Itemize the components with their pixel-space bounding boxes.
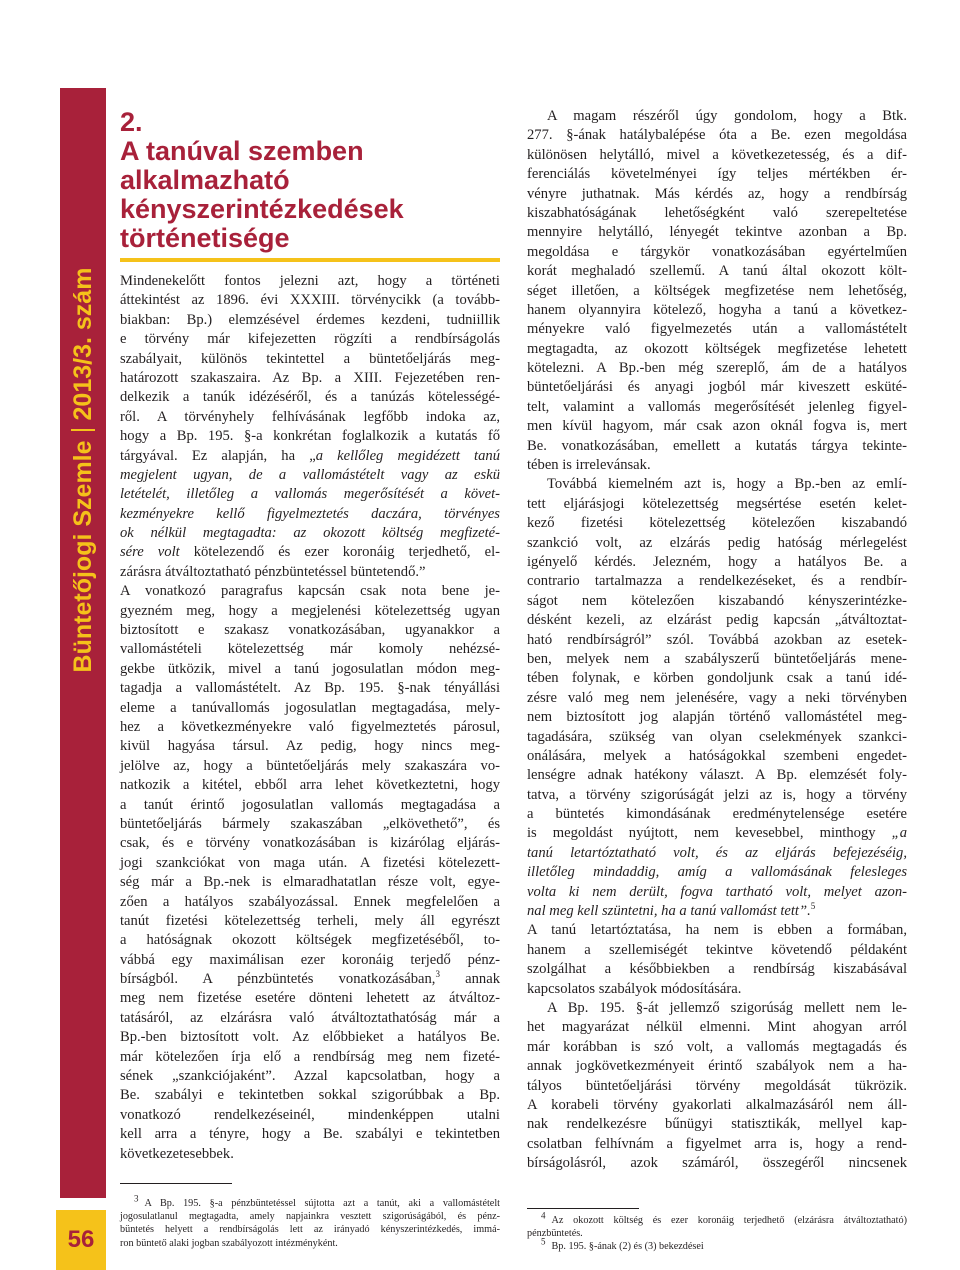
section-title-line: A tanúval szemben — [120, 136, 364, 166]
text-line: büntetőeljárási és anyagi jogból már kiveszett esküté- — [527, 379, 907, 396]
text-line: het magyarázat nélkül elmenni. Mint ahogyan arról — [527, 1019, 907, 1036]
text-line: tett eljárásjogi kötelezettség megsértése esetén kelet- — [527, 495, 907, 512]
text-line: zárásra átváltoztatható pénzbüntetéssel büntetendő.” — [120, 563, 426, 580]
text-line: csolatban felhívnám a figyelmet arra is, hogy a rend- — [527, 1135, 907, 1152]
text-line: men kívül hagyom, már csak azon oknál fogva is, mert — [527, 418, 907, 435]
text-line: contrario tartalmazza a rendelkezéseket, és a rendbír- — [527, 573, 907, 590]
sidebar — [0, 0, 106, 1270]
text-line: eleme a tanúvallomás jogosulatlan megtagadása, mely- — [120, 699, 500, 716]
text-segment: bírságból. A pénzbüntetés vonatkozásában, — [120, 971, 436, 988]
text-line: ok nélkül megtagadta: az okozott költség megfizeté- — [120, 525, 500, 542]
text-line: lenségre adnak hatékony választ. A Bp. elemzését foly- — [527, 767, 907, 784]
text-line: volta ki nem derült, fogva tartható volt, melyet azon- — [527, 883, 907, 900]
text-line: vényre juthatnak. Más kérdés az, hogy a rendbírság — [527, 185, 907, 202]
text-line: ményekre való figyelmezetés után a vallomástételt — [527, 321, 907, 338]
text-line: határozott szakaszaira. Az Bp. a XIII. Fejezetében ren- — [120, 369, 500, 386]
quoted-law-text: „a — [891, 825, 907, 842]
section-number: 2. — [120, 107, 143, 137]
text-line: áttekintést az 1896. évi XXXIII. törvénycikk (a tovább- — [120, 292, 500, 309]
footnote-marker: 5 — [810, 901, 816, 912]
text-line: kező fizetési kötelezettség kötelezően kiszabandó — [527, 515, 907, 532]
text-line: csak, és e törvény vonatkozásában is kizárólag eljárás- — [120, 835, 500, 852]
text-line — [120, 447, 500, 466]
text-segment: tárgyával. Ez alapján, ha „ — [120, 447, 316, 464]
body-column-left — [120, 272, 500, 1164]
text-line: hanem olyannyira kötelező, hogyha a tanú a következ- — [527, 301, 907, 318]
text-line: séget illetően, a költségek megfizetése nem lehetőség, — [527, 282, 907, 299]
text-line: delkezik a tanúk idézéséről, és a tanúzás kötelességé- — [120, 389, 500, 406]
text-line: ságot nem kötelezően kiszabandó kényszerintézke- — [527, 592, 907, 609]
footnote-text: A Bp. 195. §-a pénzbüntetéssel sújtotta azt a tanút, aki a vallomástételt — [144, 1198, 500, 1209]
text-line: kiszabhatóságának lehetőségként való szerepeltetése — [527, 204, 907, 221]
section-heading — [120, 108, 500, 253]
text-line: tatva, a törvény szigorúságát jelzi az is, hogy a törvény — [527, 786, 907, 803]
text-line: kötelezni. A Bp.-ben még szereplő, ám de a hatályos — [527, 360, 907, 377]
quoted-law-text: sére volt — [120, 544, 180, 561]
text-line: tályos büntetőeljárási törvény megoldását tükrözik. — [527, 1077, 907, 1094]
text-line: kivül hagyása társul. Az pedig, hogy nincs meg- — [120, 738, 500, 755]
text-segment: is megoldást nyújtott, nem kevesebbel, minthogy — [527, 825, 892, 842]
text-line: sének „szankciójaként”. Azzal kapcsolatban, hogy a — [120, 1068, 500, 1085]
text-line: ható rendbírságról” szól. Továbbá azokban az esetek- — [527, 631, 907, 648]
text-line: nak rendelkezésre bűnügyi statisztikák, mellyel kap- — [527, 1116, 907, 1133]
footnote-line: pénzbüntetés. — [527, 1228, 583, 1240]
text-line: kell arra a tényre, hogy a Be. szabályi e tekintetben — [120, 1126, 500, 1143]
text-line: tében folynak, e körben gondoljunk csak a tanú idé- — [527, 670, 907, 687]
text-line: hogy a Bp. 195. §-a konkrétan foglalkozik a kutatás fő — [120, 428, 500, 445]
text-line: megtagadta, az okozott költségek megfizetése lehetett — [527, 340, 907, 357]
text-line: A vonatkozó paragrafus kapcsán csak nota bene je- — [120, 583, 500, 600]
text-line: A Bp. 195. §-át jellemző szigorúság mellett nem le- — [547, 999, 907, 1016]
text-line: büntetőeljárás bármely szakaszában „elkövethető”, és — [120, 815, 500, 832]
footnote-text: Bp. 195. §-ának (2) és (3) bekezdései — [551, 1241, 704, 1253]
text-line: tagadására, szükség van olyan cselekmények szankci- — [527, 728, 907, 745]
page-number-box — [56, 1210, 106, 1270]
text-line: megjelent ugyan, de a vallomástételt vagy az eskü — [120, 466, 500, 483]
text-line: letételét, illetőleg a vallomás megerősítését a követ- — [120, 486, 500, 503]
text-line: 277. §-ának hatálybalépése óta a Be. ezen megoldása — [527, 127, 907, 144]
journal-running-title — [63, 140, 103, 800]
text-line: tanú letartóztatható volt, és az eljárás befejezéséig, — [527, 844, 907, 861]
text-line: gyezném meg, hogy a megjelenési kötelezettség ugyan — [120, 602, 500, 619]
text-line: Be. vonatkozásában, emellett a kutatás tárgya tekinte- — [527, 437, 907, 454]
text-line: szankció volt, az elzárás pedig hatóság mérlegelést — [527, 534, 907, 551]
footnote-line — [527, 1236, 907, 1253]
text-line: ség már a Bp.-nek is elmaradhatatlan része volt, egye- — [120, 874, 500, 891]
footnote-line: jogosulatlanul megtagadta, amely napjainkra vesztett szigorúságából, és pénz- — [120, 1211, 500, 1223]
text-line: tében is irrelevánsak. — [527, 457, 651, 474]
text-line: zően a hatályos szabályozással. Ennek megfelelően a — [120, 893, 500, 910]
text-line: következetesebbek. — [120, 1145, 234, 1162]
section-title-line: alkalmazható — [120, 165, 290, 195]
text-line: Be. szabályi e tekintetben sokkal szigorúbbak a Bp. — [120, 1087, 500, 1104]
text-line: A magam részéről úgy gondolom, hogy a Btk. — [547, 108, 907, 124]
text-line: a büntetés kimondásának eredménytelensége esetére — [527, 806, 907, 823]
footnote-line — [120, 1193, 500, 1210]
text-line: vonatkozó rendelkezéseinél, mindenképpen utalni — [120, 1106, 500, 1123]
text-line: vallomástételi kötelezettség már komoly nehézsé- — [120, 641, 500, 658]
text-line: zésre való meg nem jelenésére, vagy a neki törvényben — [527, 689, 907, 706]
text-line: onálására, melyek a hatóságokkal szembeni engedet- — [527, 747, 907, 764]
journal-name: Büntetőjogi Szemle — [69, 440, 97, 673]
text-line: igényelő kérdés. Jelezném, hogy a hatályos Be. a — [527, 553, 907, 570]
footnote-number: 4 — [541, 1210, 546, 1221]
footnote-marker: 3 — [435, 969, 440, 980]
text-line: kezményekre kellő figyelmeztetés daczára, törvényes — [120, 505, 500, 522]
text-line: hanem a szellemiségét tekintve követendő példaként — [527, 941, 907, 958]
text-line: biztosított e szakasz vonatkozásában, ugyanakkor a — [120, 622, 500, 639]
text-line: Továbbá kiemelném azt is, hogy a Bp.-ben az emlí- — [547, 476, 907, 493]
footnote-line — [527, 1210, 907, 1227]
text-line: jogi szankciókat von maga után. A fizetési kötelezett- — [120, 854, 500, 871]
text-line: a hatóságnak okozott költségek megfizetéséből, to- — [120, 932, 500, 949]
text-line — [527, 902, 907, 921]
text-line: szabályait, különös tekintettel a büntetőeljárás meg- — [120, 350, 500, 367]
issue-label: 2013/3. szám — [69, 267, 97, 421]
text-line: annak jogkövetkezményeit érintő szabályok nem a ha- — [527, 1058, 907, 1075]
footnote-number: 3 — [134, 1193, 139, 1204]
text-line: tatásáról, az elzárásra való átváltoztathatóság már a — [120, 1009, 500, 1026]
text-line: natkozik a kitétel, ebből arra lehet következtetni, hogy — [120, 777, 500, 794]
footnote-rule — [120, 1183, 232, 1184]
text-line: Mindenekelőtt fontos jelezni azt, hogy a történeti — [120, 273, 500, 289]
footnote-line: büntetés helyett a rendbírságolás lett az irányadó kényszerintézkedés, immá- — [120, 1224, 500, 1236]
footnote-number: 5 — [541, 1236, 546, 1247]
text-line: tanút fizetési kötelezettség terheli, mely áll egyrészt — [120, 912, 500, 929]
text-line: A korabeli törvény gyakorlati alkalmazásáról nem áll- — [527, 1096, 907, 1113]
text-line: meg nem fizetése esetére dönteni lehetett az átváltoz- — [120, 990, 500, 1007]
text-line: biakban: Bp.) elemzésével érdemes kezdeni, tudniillik — [120, 311, 500, 328]
text-line: e törvény már kifejezetten rögzíti a rendbírságolás — [120, 331, 500, 348]
text-line: különösen helytálló, mivel a következetesség, és a dif- — [527, 146, 907, 163]
section-title-line: történetisége — [120, 223, 290, 253]
text-line: tagadja a vallomástételt. Az Bp. 195. §-nak tényállási — [120, 680, 500, 697]
text-line: vábbá egy maximálisan ezer koronáig terjedő pénz- — [120, 951, 500, 968]
text-segment: nal meg kell szüntetni, ha a tanú vallomást tett”. — [527, 903, 811, 920]
footnote-line: ron büntető alaki jogban szabályozott intézményként. — [120, 1237, 338, 1249]
quoted-law-text: a kellőleg megidézett tanú — [315, 447, 500, 464]
section-title-line: kényszerintézkedések — [120, 194, 404, 224]
heading-underline — [120, 258, 500, 262]
text-line: kapcsolatos szabályok módosítására. — [527, 980, 742, 997]
text-line: telt, valamint a vallomás megerősítését jelenleg figyel- — [527, 398, 907, 415]
text-line: Bp.-ben biztosított volt. Az előbbieket a hatályos Be. — [120, 1029, 500, 1046]
text-line: korát meghaladó szellemű. A tanú által okozott költ- — [527, 263, 907, 280]
text-line: ferenciálás követelményei így teljes mértékben ér- — [527, 166, 907, 183]
text-line: megoldása e tárgykör vonatkozásában egyértelműen — [527, 243, 907, 260]
text-line: mennyire helytálló, lényegét tekintve azonban a Bp. — [527, 224, 907, 241]
footnote-rule — [527, 1208, 639, 1209]
text-line: már korábban is szó volt, a vallomás megtagadás és — [527, 1038, 907, 1055]
text-line: désként kezeli, az elzárást pedig kapcsán „átváltoztat- — [527, 612, 907, 629]
body-column-right — [527, 107, 907, 1173]
text-segment: kötelezendő és ezer koronáig terjedhető, el- — [179, 544, 500, 561]
text-line: már kötelezően írja elő a rendbírság meg nem fizeté- — [120, 1048, 500, 1065]
title-separator — [71, 429, 95, 431]
text-line: jelölve az, hogy a büntetőeljárás mely szakaszára vo- — [120, 757, 500, 774]
page-number: 56 — [67, 1226, 95, 1253]
text-line: gekbe ütközik, mivel a tanú jogosulatlan módon meg- — [120, 660, 500, 677]
text-line: A tanú letartóztatása, ha nem is ebben a formában, — [527, 922, 907, 939]
text-line: ről. A törvényhely felhívásának legfőbb indoka az, — [120, 408, 500, 425]
text-line: szolgálhat a későbbiekben a rendbírság kiszabásával — [527, 961, 907, 978]
text-segment: annak — [439, 971, 500, 988]
text-line: bírságolásról, azok számáról, összegéről nincsenek — [527, 1155, 907, 1172]
text-line: hez a következményekre való figyelmeztetés párosul, — [120, 718, 500, 735]
text-line: ben, melyek nem a szabályszerű büntetőeljárás mene- — [527, 650, 907, 667]
text-line — [120, 543, 500, 562]
text-line: illetőleg mindaddig, amíg a vallomásának felesleges — [527, 864, 907, 881]
text-line: nem biztosított jog alapján történő vallomástétel meg- — [527, 709, 907, 726]
footnote-text: Az okozott költség és ezer koronáig terjedhető (elzárásra átváltoztatható) — [551, 1215, 907, 1226]
text-line — [527, 824, 907, 843]
text-line — [120, 970, 500, 989]
footnotes-right — [527, 1210, 907, 1254]
footnotes-left — [120, 1193, 500, 1250]
text-line: a tanút érintő jogosulatlan vallomás megtagadása a — [120, 796, 500, 813]
